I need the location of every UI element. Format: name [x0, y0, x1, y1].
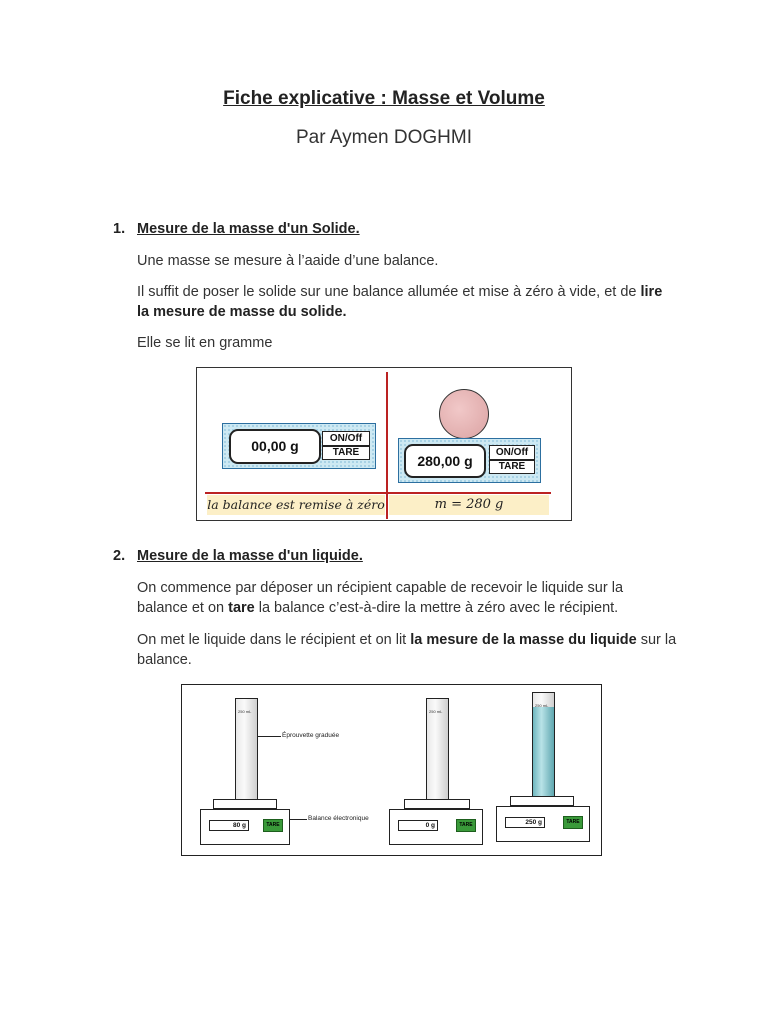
figure-divider-vertical — [386, 372, 388, 519]
electronic-scale — [200, 809, 290, 845]
section-1-paragraph-3: Elle se lit en gramme — [137, 335, 273, 351]
figure-solid-mass — [196, 367, 572, 521]
graduated-cylinder-filled — [532, 692, 555, 799]
scale-plate — [404, 799, 470, 809]
graduation-label: 250 mL — [535, 703, 549, 708]
scale-reading: 250 g — [505, 817, 545, 828]
electronic-scale — [496, 806, 590, 842]
solid-ball — [439, 389, 489, 439]
section-2-paragraph-2-text-a: On met le liquide dans le récipient et on lit — [137, 632, 411, 648]
scale-plate — [510, 796, 574, 806]
label-cylinder: Éprouvette graduée — [282, 732, 340, 739]
onoff-button: ON/Off — [322, 431, 370, 446]
scale-empty-display: 00,00 g — [229, 429, 321, 464]
section-2-paragraph-1 — [137, 578, 677, 618]
tare-button: TARE — [489, 460, 535, 474]
caption-mass: m = 280 g — [389, 495, 549, 515]
section-2-paragraph-2-text-b: sur la balance. — [137, 632, 677, 668]
section-1-paragraph-2-bold: lire la mesure de masse du solide. — [137, 284, 663, 320]
caption-zero: la balance est remise à zéro — [207, 495, 385, 515]
electronic-scale — [389, 809, 483, 845]
section-2-title: Mesure de la masse d'un liquide. — [137, 548, 363, 564]
page-title: Fiche explicative : Masse et Volume — [223, 88, 545, 109]
scale-empty — [222, 423, 376, 469]
section-1-heading — [113, 221, 360, 237]
scale-solid-display: 280,00 g — [404, 444, 486, 478]
leader-line — [257, 736, 281, 737]
section-1-paragraph-2 — [137, 282, 677, 322]
section-2-number: 2. — [113, 548, 126, 564]
section-1-paragraph-2-text: Il suffit de poser le solide sur une balance allumée et mise à zéro à vide, et de — [137, 284, 641, 300]
author-line: Par Aymen DOGHMI — [296, 127, 472, 148]
tare-button: TARE — [563, 816, 583, 829]
graduation-label: 250 mL — [238, 709, 252, 714]
section-2-paragraph-1-bold: tare — [228, 600, 255, 616]
section-2-heading — [113, 548, 363, 564]
leader-line — [289, 819, 307, 820]
graduation-label: 250 mL — [429, 709, 443, 714]
scale-plate — [213, 799, 277, 809]
liquid — [533, 707, 554, 798]
tare-button: TARE — [263, 819, 283, 832]
scale-reading: 0 g — [398, 820, 438, 831]
figure-liquid-mass — [181, 684, 602, 856]
scale-with-solid — [398, 438, 541, 483]
tare-button: TARE — [456, 819, 476, 832]
graduated-cylinder — [235, 698, 258, 802]
section-1-number: 1. — [113, 221, 126, 237]
label-scale: Balance électronique — [308, 815, 369, 822]
onoff-button: ON/Off — [489, 445, 535, 460]
scale-reading: 80 g — [209, 820, 249, 831]
section-2-paragraph-2 — [137, 630, 677, 670]
section-1-paragraph-1: Une masse se mesure à l’aaide d’une balance. — [137, 253, 439, 269]
tare-button: TARE — [322, 446, 370, 460]
section-1-title: Mesure de la masse d'un Solide. — [137, 221, 360, 237]
section-2-paragraph-2-bold: la mesure de la masse du liquide — [410, 632, 637, 648]
graduated-cylinder — [426, 698, 449, 802]
section-2-paragraph-1-text-a: On commence par déposer un récipient capable de recevoir le liquide sur la balance et on — [137, 580, 624, 616]
section-2-paragraph-1-text-b: la balance c’est-à-dire la mettre à zéro avec le récipient. — [254, 600, 619, 616]
figure-divider-horizontal — [205, 492, 551, 494]
